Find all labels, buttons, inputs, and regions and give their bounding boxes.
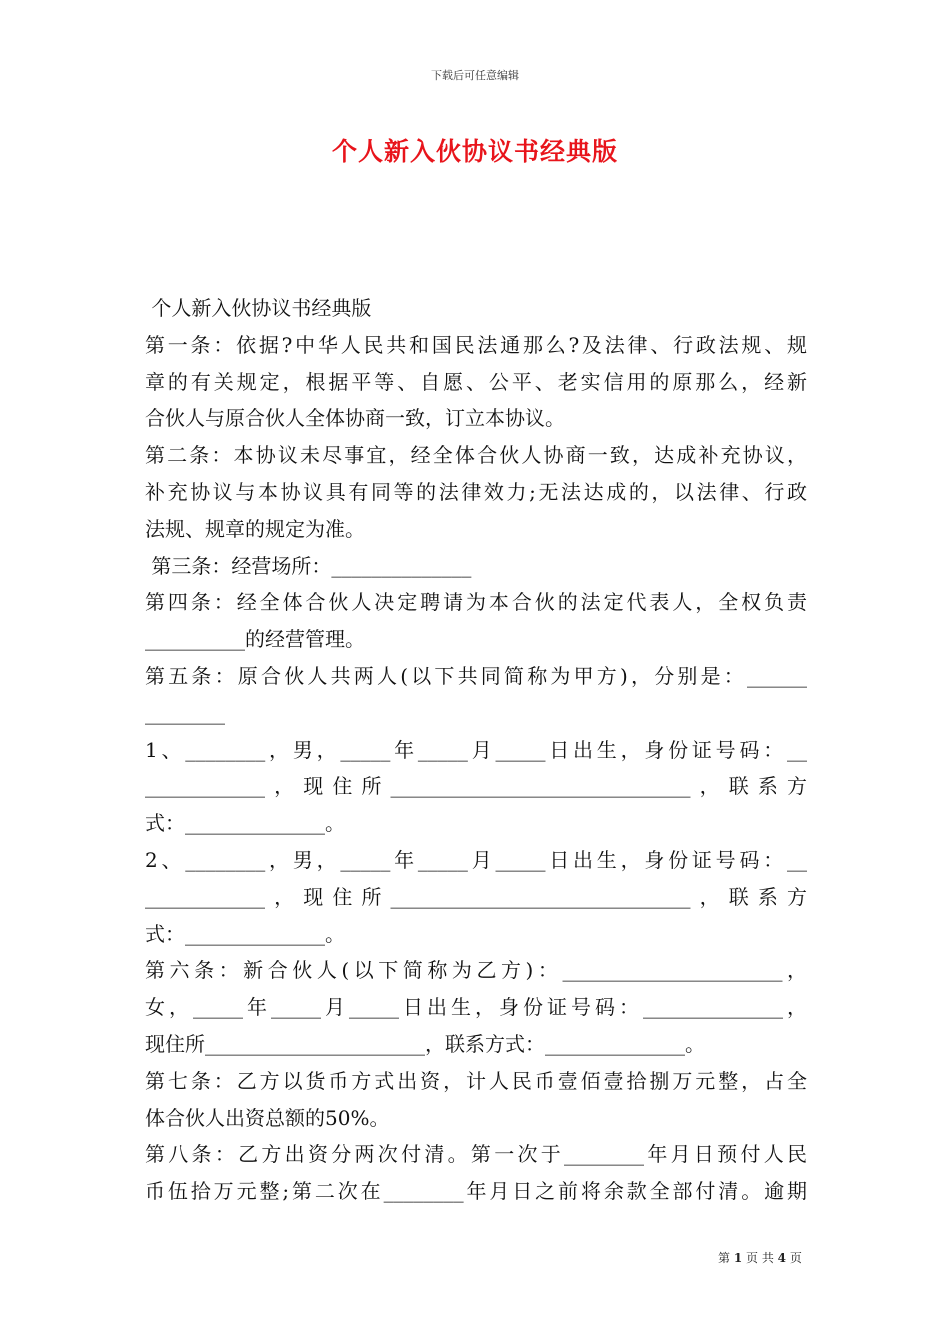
body-line: 1、________，男，_____年_____月_____日出生，身份证号码：__ xyxy=(145,737,807,762)
page-footer xyxy=(718,1249,802,1266)
body-line: 现住所______________________，联系方式：______________。 xyxy=(145,1031,705,1056)
body-line: 补充协议与本协议具有同等的法律效力;无法达成的，以法律、行政 xyxy=(145,479,807,504)
body-line: 合伙人与原合伙人全体协商一致，订立本协议。 xyxy=(145,406,565,431)
body-line: 第一条：依据?中华人民共和国民法通那么?及法律、行政法规、规 xyxy=(145,332,807,357)
footer-suffix: 页 xyxy=(786,1251,802,1265)
body-line: 章的有关规定，根据平等、自愿、公平、老实信用的原那么，经新 xyxy=(145,369,807,394)
body-line: 第五条：原合伙人共两人(以下共同简称为甲方)，分别是：______ xyxy=(145,663,807,688)
footer-middle: 页 共 xyxy=(742,1251,778,1265)
body-line: 个人新入伙协议书经典版 xyxy=(145,296,372,320)
body-line: ____________，现住所______________________________，联系方 xyxy=(145,774,807,799)
body-line: 体合伙人出资总额的50%。 xyxy=(145,1105,390,1130)
footer-prefix: 第 xyxy=(718,1251,734,1265)
header-note: 下载后可任意编辑 xyxy=(431,69,519,82)
body-line: 第七条：乙方以货币方式出资，计人民币壹佰壹拾捌万元整，占全 xyxy=(145,1068,807,1093)
body-line: ________ xyxy=(145,700,225,725)
document-title: 个人新入伙协议书经典版 xyxy=(331,137,618,166)
body-line: 2、________，男，_____年_____月_____日出生，身份证号码：__ xyxy=(145,847,807,872)
body-line: 式：______________。 xyxy=(145,811,345,836)
body-line: 第二条：本协议未尽事宜，经全体合伙人协商一致，达成补充协议， xyxy=(145,443,807,468)
body-line: 法规、规章的规定为准。 xyxy=(145,516,365,541)
body-line: 第八条：乙方出资分两次付清。第一次于________年月日预付人民 xyxy=(145,1142,807,1167)
body-line: __________的经营管理。 xyxy=(145,627,365,652)
document-body xyxy=(145,290,807,1210)
body-line: 币伍拾万元整;第二次在________年月日之前将余款全部付清。逾期 xyxy=(145,1179,807,1204)
body-line: 第四条：经全体合伙人决定聘请为本合伙的法定代表人，全权负责 xyxy=(145,590,807,615)
body-line: 女，_____年_____月_____日出生，身份证号码：______________， xyxy=(145,995,807,1020)
body-line: 式：______________。 xyxy=(145,921,345,946)
body-line: 第三条：经营场所：______________ xyxy=(145,553,472,578)
footer-page-number: 1 xyxy=(733,1251,743,1265)
body-line: 第六条：新合伙人(以下简称为乙方)：______________________， xyxy=(145,958,807,983)
footer-total-pages: 4 xyxy=(777,1251,786,1265)
body-line: ____________，现住所______________________________，联系方 xyxy=(145,884,807,909)
